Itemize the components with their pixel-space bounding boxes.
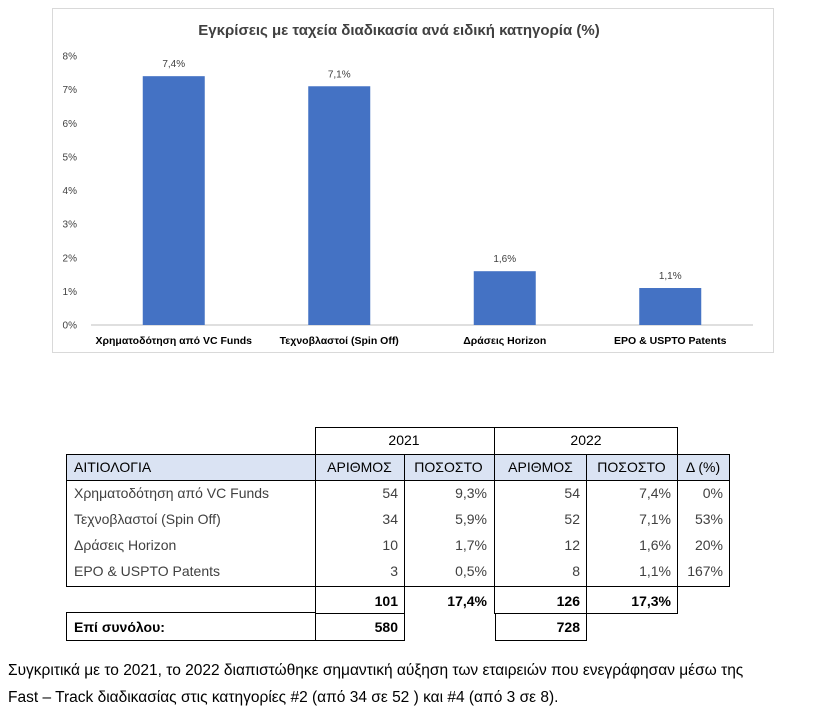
table-border: [66, 586, 730, 587]
table-border: [495, 613, 496, 641]
table-cell: 5,9%: [455, 511, 487, 527]
header-pososto-2021: ΠΟΣΟΣΤΟ: [414, 459, 483, 475]
overall-2022: 728: [556, 619, 580, 635]
overall-label: Επί συνόλου:: [74, 619, 165, 635]
total-pososto-2022: 17,3%: [631, 593, 671, 609]
table-border: [66, 612, 67, 641]
table-border: [66, 480, 730, 481]
data-label: 1,1%: [658, 271, 682, 283]
table-border: [66, 612, 315, 613]
year-2022-header: 2022: [570, 432, 602, 448]
table-border: [315, 427, 495, 428]
table-border: [494, 427, 495, 614]
table-cell: 7,4%: [639, 485, 671, 501]
table-border: [404, 454, 405, 641]
table-cell: 0%: [702, 485, 723, 501]
paragraph-line-1: Συγκριτικά με το 2021, το 2022 διαπιστώθηκε σημαντική αύξηση των εταιρειών που ενεγράφησαν μέσω της: [8, 662, 744, 679]
chart-title: Εγκρίσεις με ταχεία διαδικασία ανά ειδική κατηγορία (%): [198, 22, 600, 39]
data-label: 7,1%: [327, 69, 351, 81]
data-label: 1,6%: [493, 254, 517, 266]
header-arithmos-2022: ΑΡΙΘΜΟΣ: [508, 459, 573, 475]
table-row-label: EPO & USPTO Patents: [74, 563, 221, 579]
table-border: [729, 454, 730, 587]
total-arithmos-2021: 101: [374, 593, 398, 609]
table-cell: 3: [390, 563, 398, 579]
header-pososto-2022: ΠΟΣΟΣΤΟ: [597, 459, 666, 475]
y-tick-label: 6%: [62, 118, 77, 130]
table-border: [495, 427, 678, 428]
table-border: [66, 640, 405, 641]
table-cell: 167%: [687, 563, 723, 579]
header-aitiologia: ΑΙΤΙΟΛΟΓΙΑ: [74, 459, 152, 475]
table-cell: 0,5%: [455, 563, 487, 579]
y-tick-label: 1%: [62, 286, 77, 298]
table-cell: 34: [382, 511, 398, 527]
y-tick-label: 7%: [62, 85, 77, 97]
total-pososto-2021: 17,4%: [447, 593, 487, 609]
y-tick-label: 3%: [62, 219, 77, 231]
table-border: [677, 427, 678, 614]
x-tick-label: Χρηματοδότηση από VC Funds: [95, 335, 253, 347]
table-row-label: Δράσεις Horizon: [74, 537, 177, 553]
table-cell: 10: [382, 537, 398, 553]
table-cell: 1,7%: [455, 537, 487, 553]
table-cell: 54: [382, 485, 398, 501]
x-tick-label: Τεχνοβλαστοί (Spin Off): [279, 335, 399, 347]
table-border: [586, 454, 587, 641]
total-arithmos-2022: 126: [556, 593, 580, 609]
y-tick-label: 0%: [62, 320, 77, 332]
table-cell: 1,1%: [639, 563, 671, 579]
table-cell: 20%: [694, 537, 723, 553]
overall-2021: 580: [374, 619, 398, 635]
summary-paragraph: [8, 657, 828, 711]
table-border: [315, 427, 316, 641]
table-cell: 54: [564, 485, 580, 501]
table-cell: 7,1%: [639, 511, 671, 527]
table-row-label: Χρηματοδότηση από VC Funds: [74, 485, 270, 501]
y-tick-label: 8%: [62, 51, 77, 63]
y-tick-label: 5%: [62, 152, 77, 164]
table-border: [495, 640, 586, 641]
table-cell: 52: [564, 511, 580, 527]
table-cell: 8: [572, 563, 580, 579]
header-delta: Δ (%): [685, 459, 721, 475]
table-border: [66, 454, 730, 455]
y-tick-label: 4%: [62, 186, 77, 197]
table-cell: 12: [564, 537, 580, 553]
x-tick-label: EPO & USPTO Patents: [614, 335, 727, 347]
year-2021-header: 2021: [388, 432, 420, 448]
table-border: [66, 454, 67, 587]
data-label: 7,4%: [162, 59, 186, 71]
table-cell: 53%: [694, 511, 723, 527]
x-tick-label: Δράσεις Horizon: [463, 335, 547, 347]
paragraph-line-2: Fast – Track διαδικασίας στις κατηγορίες #2 (από 34 σε 52 ) και #4 (από 3 σε 8).: [8, 689, 559, 706]
table-border: [315, 613, 404, 614]
table-row-label: Τεχνοβλαστοί (Spin Off): [74, 511, 221, 527]
y-tick-label: 2%: [62, 253, 77, 265]
header-arithmos-2021: ΑΡΙΘΜΟΣ: [327, 459, 392, 475]
table-cell: 1,6%: [639, 537, 671, 553]
table-cell: 9,3%: [455, 485, 487, 501]
